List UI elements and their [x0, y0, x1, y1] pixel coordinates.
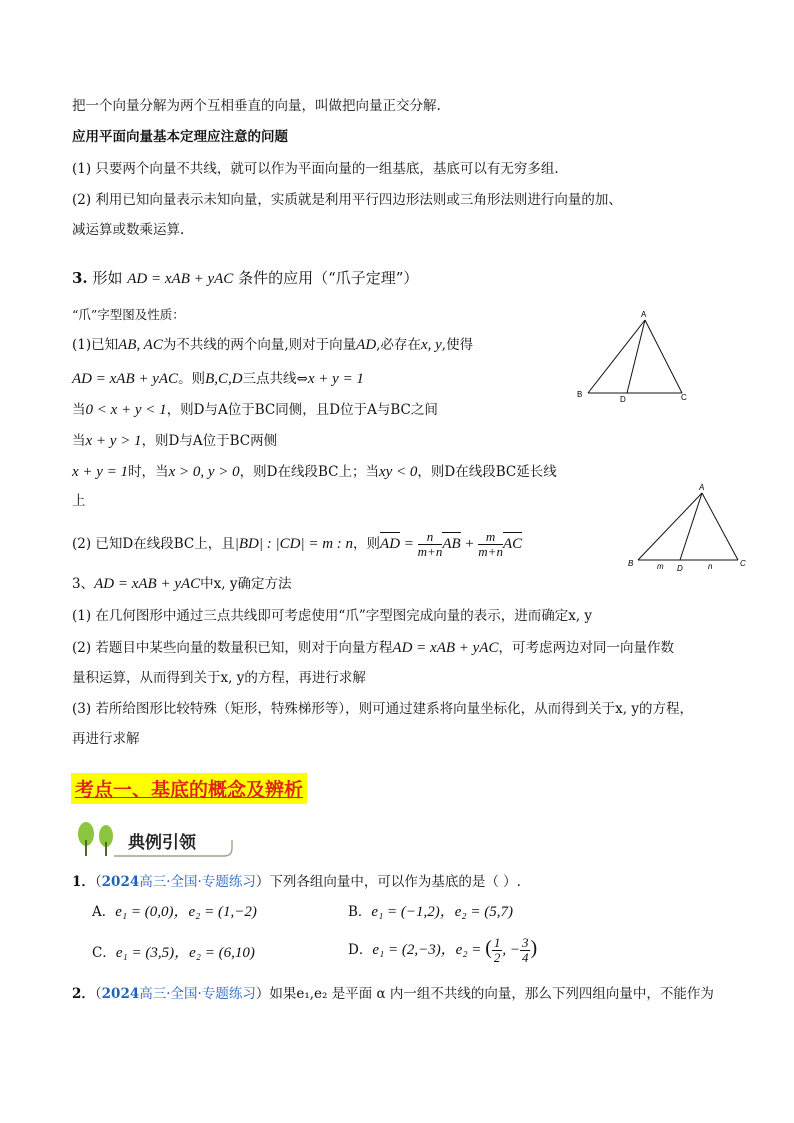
prop-1a-vector: AD — [356, 337, 377, 353]
method-1: (1) 在几何图形中通过三点共线即可考虑使用“爪”字型图完成向量的表示，进而确定x, y — [72, 608, 593, 624]
q1-option-d-frac1: $\frac{1}{2}$ — [493, 935, 501, 965]
q1-option-a-text: e₁ = (0,0)，e₂ = (1,−2) — [115, 904, 257, 920]
q1-option-c-label: C． — [92, 945, 116, 961]
prop-5-vec-ab: AB — [442, 536, 461, 552]
q1-option-d[interactable]: D．e₁ = (2,−3)，e₂ = ( $\frac{1}{2}$ , − $\frac{3}{4}$ ) — [348, 935, 538, 965]
prop-4-b: ，则D在线段BC上；当 — [239, 464, 379, 480]
prop-3-post: ，则D与A位于BC两侧 — [141, 433, 278, 449]
method-3b: 再进行求解 — [72, 731, 140, 747]
prop-4-a: 时，当 — [128, 464, 169, 480]
prop-1a-pre: (1)已知 — [72, 337, 119, 353]
q1-option-b-label: B． — [348, 904, 372, 920]
fig2-label-d: D — [677, 564, 683, 573]
method-3a: (3) 若所给图形比较特殊（矩形，特殊梯形等），则可通过建系将向量坐标化，从而得到关于x, y的方程， — [72, 701, 693, 717]
prop-1a-mid: 为不共线的两个向量,则对于向量 — [162, 337, 357, 353]
prop-1a-xy: x, y — [420, 337, 442, 353]
example-header — [74, 820, 234, 858]
claw-figure-2 — [624, 478, 754, 573]
prop-5-vec-ac: AC — [502, 536, 523, 552]
q1-option-c-text: e₁ = (3,5)，e₂ = (6,10) — [115, 945, 255, 961]
prop-4-cond: x > 0, y > 0 — [168, 464, 240, 480]
prop-1b-eq: x + y = 1 — [307, 371, 364, 387]
prop-1a-end: ,使得 — [441, 337, 474, 353]
prop-3 — [72, 431, 277, 451]
intro-note-2b: 减运算或数乘运算. — [72, 222, 185, 238]
method-2a-formula: AD = xAB + yAC — [392, 640, 499, 656]
method-2b: 量积运算，从而得到关于x, y的方程，再进行求解 — [72, 670, 366, 686]
method-heading — [72, 574, 291, 594]
method-2a-pre: (2) 若题目中某些向量的数量积已知，则对于向量方程 — [72, 640, 393, 656]
prop-1b-formula: AD = xAB + yAC — [72, 371, 179, 387]
q2-number: 2． — [72, 986, 95, 1002]
method-2a-post: ，可考虑两边对同一向量作数 — [498, 640, 674, 656]
prop-1a-vectors: AB, AC — [118, 337, 163, 353]
prop-1a-post: ,必存在 — [376, 337, 421, 353]
prop-5-vec-ad: AD — [380, 536, 401, 552]
method-2a — [72, 638, 674, 658]
intro-note-1: (1) 只要两个向量不共线，就可以作为平面向量的一组基底，基底可以有无穷多组. — [72, 161, 559, 177]
prop-2-ineq: 0 < x + y < 1 — [85, 402, 167, 418]
method-formula: AD = xAB + yAC — [94, 576, 201, 592]
sec3-number: 3. — [72, 269, 88, 287]
q1-number: 1． — [72, 874, 95, 890]
q1-option-d-text: e₁ = (2,−3)，e₂ = — [372, 942, 486, 958]
q1-source-rest: 高三·全国·专题练习 — [139, 874, 256, 890]
fig1-label-c: C — [681, 393, 687, 402]
question-2-stem: 2．（2024高三·全国·专题练习）如果e₁,e₂ 是平面 α 内一组不共线的向量，那么下列四组向量中，不能作为 — [72, 986, 714, 1002]
question-1-stem: 1．（2024高三·全国·专题练习）下列各组向量中，可以作为基底的是（ ）. — [72, 874, 521, 890]
q2-stem-text: 如果e₁,e₂ 是平面 α 内一组不共线的向量，那么下列四组向量中，不能作为 — [269, 986, 714, 1002]
q1-option-b[interactable] — [348, 902, 513, 922]
prop-4-c: ，则D在线段BC延长线 — [417, 464, 557, 480]
prop-2-post: ，则D与A位于BC同侧，且D位于A与BC之间 — [166, 402, 438, 418]
prop-3-ineq: x + y > 1 — [85, 433, 142, 449]
q2-source-rest: 高三·全国·专题练习 — [139, 986, 256, 1002]
q1-stem-text: 下列各组向量中，可以作为基底的是（ ）. — [269, 874, 521, 890]
sec3-heading — [72, 268, 418, 289]
q1-option-b-text: e₁ = (−1,2)，e₂ = (5,7) — [371, 904, 514, 920]
prop-4-cond2: xy < 0 — [378, 464, 418, 480]
prop-5-pre: (2) 已知D在线段BC上，且 — [72, 536, 235, 552]
method-num: 3、 — [72, 576, 95, 592]
prop-1b-mid: 。则 — [178, 371, 206, 387]
prop-1b — [72, 369, 364, 389]
prop-1a — [72, 335, 473, 355]
intro-heading: 应用平面向量基本定理应注意的问题 — [72, 129, 288, 145]
section-title: 考点一、基底的概念及辨析 — [71, 773, 307, 804]
q1-source-year: 2024 — [101, 874, 140, 890]
fig2-label-c: C — [740, 559, 746, 568]
prop-5-frac-n: $\frac{n}{m+n}$ — [417, 529, 443, 559]
prop-2-pre: 当 — [72, 402, 86, 418]
fig2-label-a: A — [699, 483, 705, 492]
zhua-title: “爪”字型图及性质： — [72, 307, 185, 322]
intro-line: 把一个向量分解为两个互相垂直的向量，叫做把向量正交分解. — [72, 98, 441, 114]
prop-5-ratio: |BD| : |CD| = m : n — [234, 536, 354, 552]
example-label: 典例引领 — [128, 833, 196, 853]
sec3-formula: AD = xAB + yAC — [127, 271, 234, 287]
prop-5-mid: ，则 — [353, 536, 381, 552]
q1-option-d-label: D． — [348, 942, 373, 958]
sec3-title-post: 条件的应用（“爪子定理”） — [238, 269, 419, 287]
q1-option-a[interactable] — [92, 902, 257, 922]
prop-1b-points: B,C,D — [205, 371, 243, 387]
prop-1b-post: 三点共线⇔ — [242, 371, 308, 387]
q1-option-a-label: A． — [92, 904, 116, 920]
prop-2 — [72, 400, 438, 420]
q2-source-year: 2024 — [101, 986, 140, 1002]
claw-figure-1 — [572, 308, 702, 408]
prop-5-frac-m: $\frac{m}{m+n}$ — [478, 529, 503, 559]
fig1-label-b: B — [577, 390, 583, 399]
method-post: 中x, y确定方法 — [200, 576, 292, 592]
fig1-label-a: A — [641, 310, 647, 319]
fig2-label-b: B — [628, 559, 634, 568]
prop-4-eq: x + y = 1 — [72, 464, 129, 480]
prop-4 — [72, 462, 557, 482]
prop-3-pre: 当 — [72, 433, 86, 449]
fig1-label-d: D — [620, 395, 626, 404]
fig2-label-n: n — [708, 562, 713, 571]
intro-note-2a: (2) 利用已知向量表示未知向量，实质就是利用平行四边形法则或三角形法则进行向量的加、 — [72, 192, 622, 208]
q1-option-c[interactable] — [92, 943, 255, 963]
fig2-label-m: m — [657, 562, 664, 571]
prop-5: (2) 已知D在线段BC上，且|BD| : |CD| = m : n，则AD = $\frac{n}{m+n}$ AB + $\frac{m}{m+n}$ AC — [72, 529, 523, 559]
prop-4-cont: 上 — [72, 493, 86, 509]
q1-option-d-frac2: $\frac{3}{4}$ — [521, 935, 529, 965]
sec3-title-pre: 形如 — [92, 269, 123, 287]
